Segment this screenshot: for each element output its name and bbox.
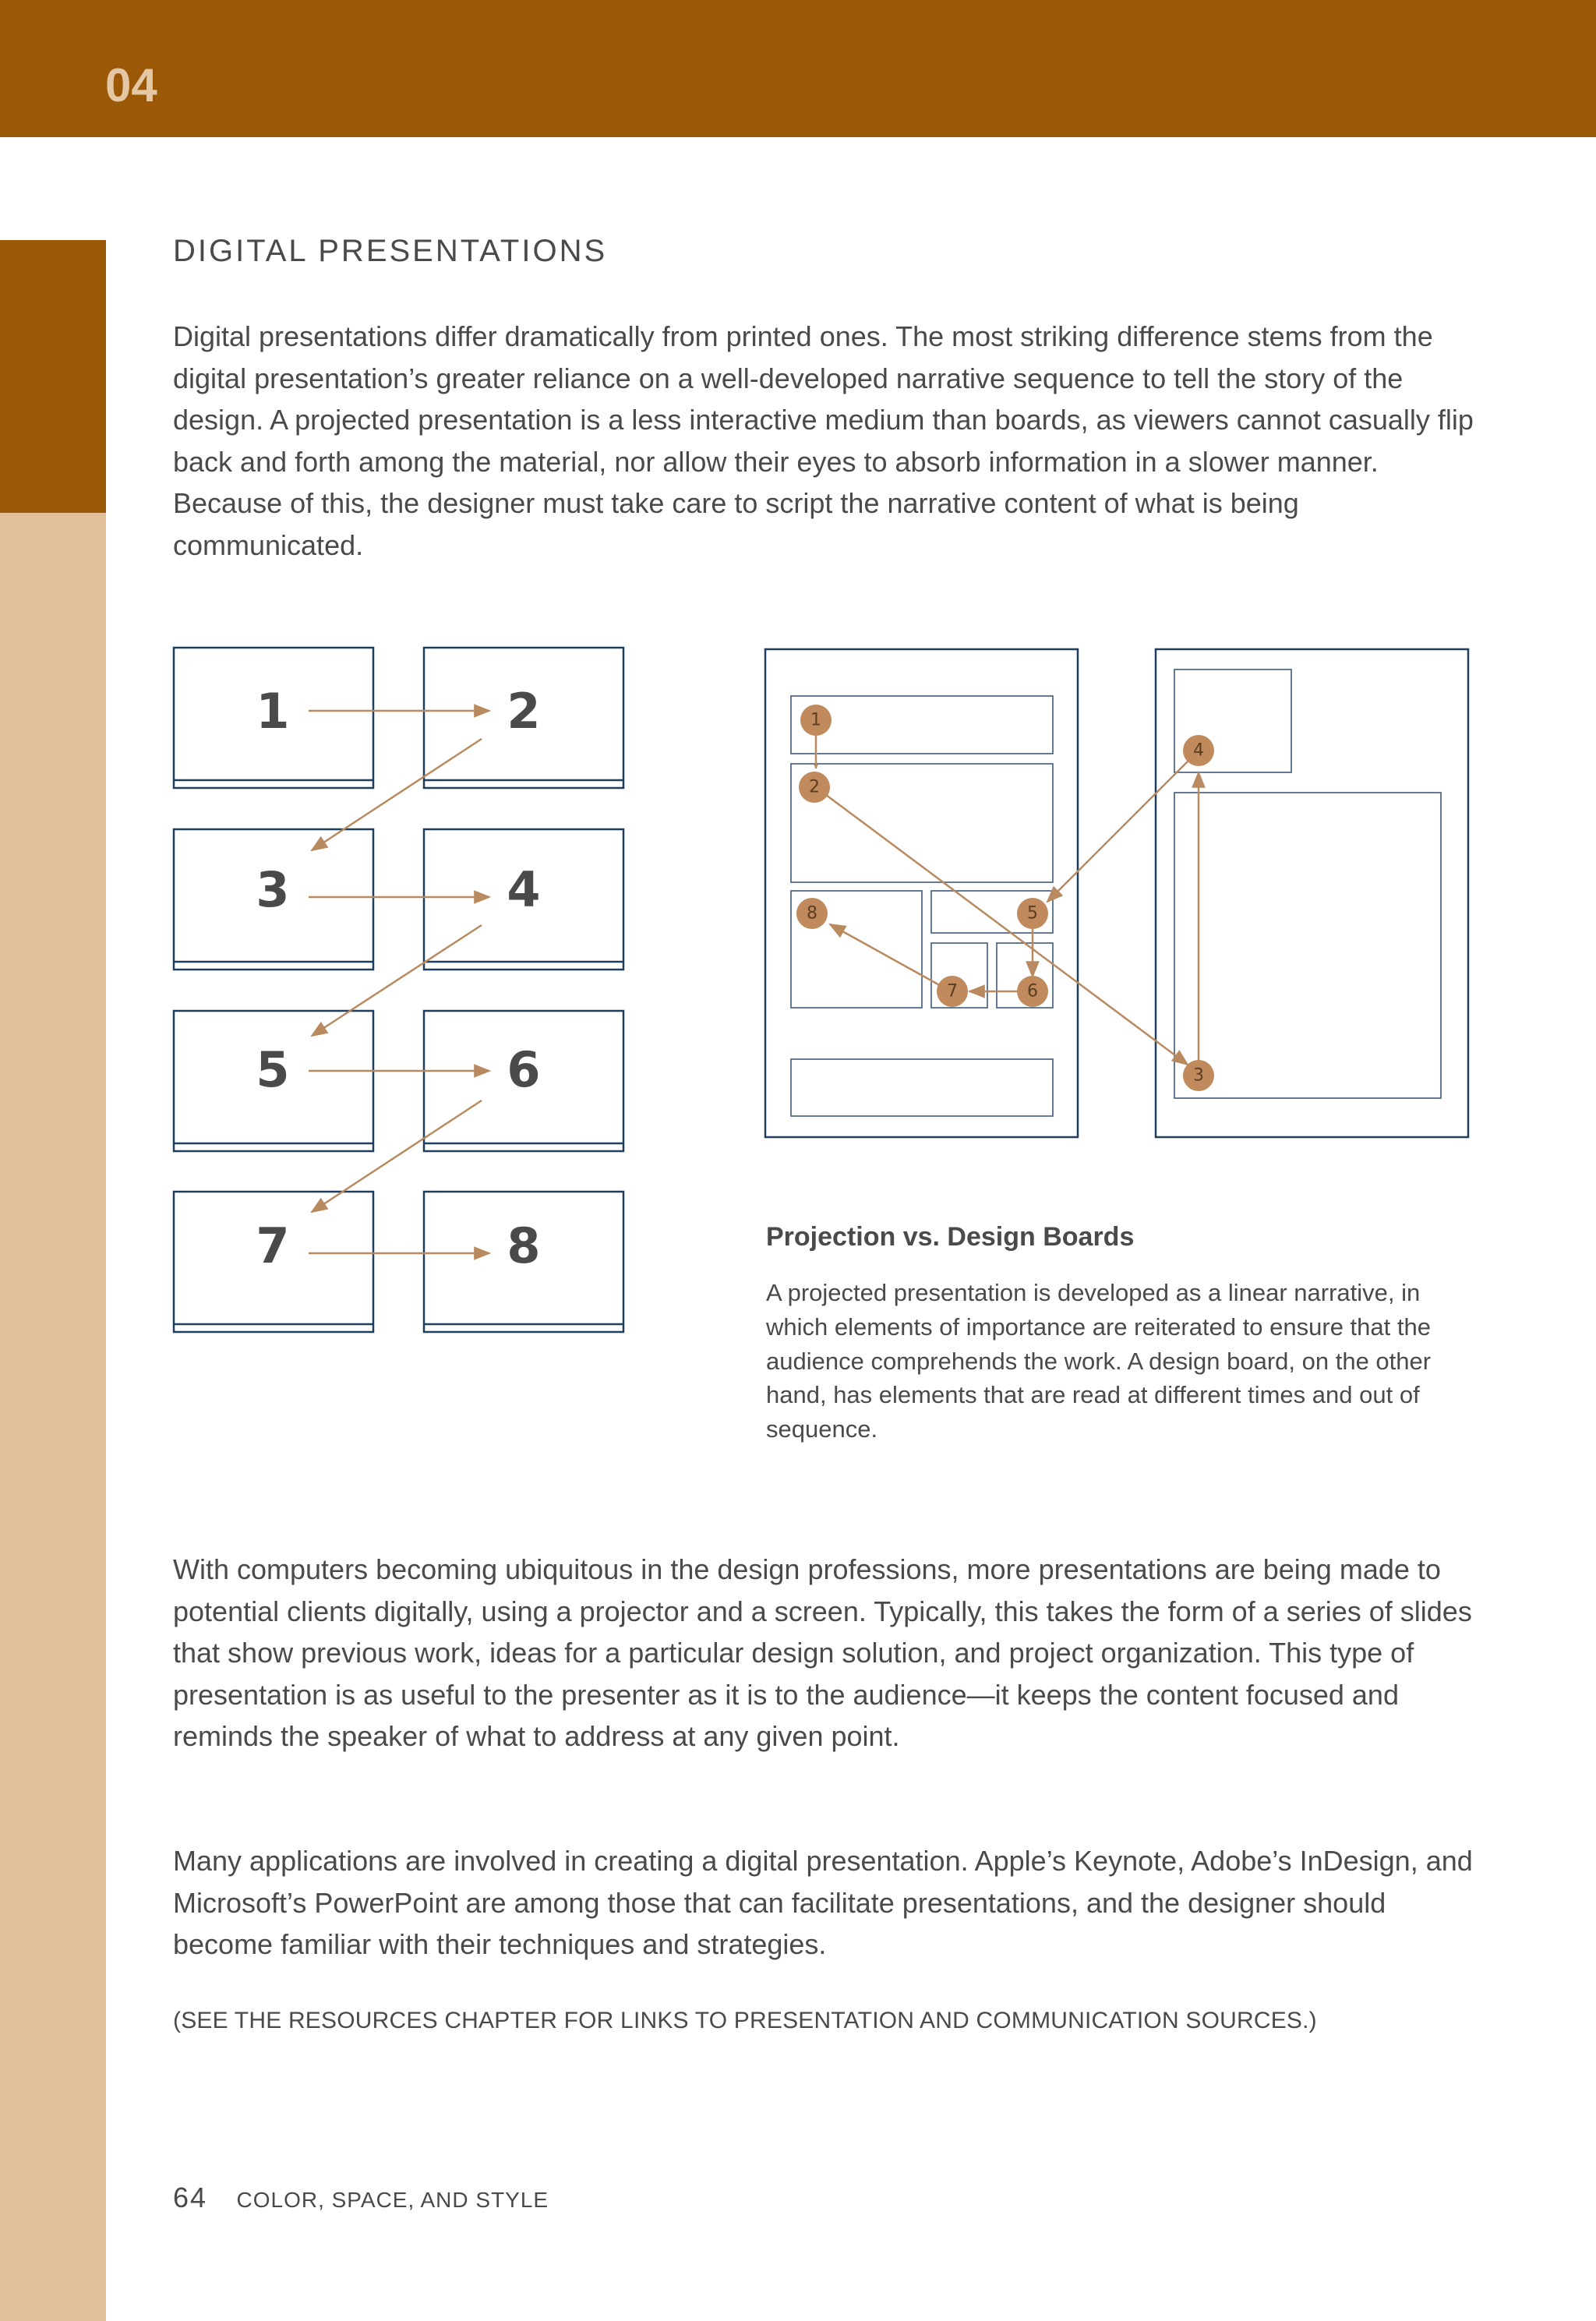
section-title: DIGITAL PRESENTATIONS (173, 234, 608, 268)
marker-label-2: 2 (809, 777, 820, 797)
slide-label-6: 6 (507, 1041, 541, 1098)
reading-path-arrows (816, 719, 1199, 1074)
slide-label-8: 8 (507, 1217, 541, 1274)
marker-label-3: 3 (1193, 1065, 1204, 1086)
marker-label-1: 1 (810, 710, 821, 730)
marker-label-6: 6 (1027, 981, 1038, 1002)
slide-arrows (309, 711, 489, 1253)
slide-label-1: 1 (256, 683, 290, 740)
resources-note: (SEE THE RESOURCES CHAPTER FOR LINKS TO PRESENTATION AND COMMUNICATION SOURCES.) (173, 2008, 1317, 2033)
board-panels (791, 669, 1441, 1116)
intro-paragraph: Digital presentations differ dramatically from printed ones. The most striking difference stems from the digital presentation’s greater reliance on a well-developed narrative sequence to tell the story of the design. A projected presentation is a less interactive medium than boards, as viewers cannot casually flip back and forth among the material, nor allow their eyes to absorb information in a slower manner. Because of this, the designer must take care to script the narrative content of what is being communicated. (173, 320, 1474, 561)
marker-label-8: 8 (807, 903, 817, 924)
slides-diagram (174, 648, 623, 1332)
running-title: COLOR, SPACE, AND STYLE (236, 2188, 549, 2212)
marker-label-4: 4 (1193, 740, 1204, 761)
boards-diagram (765, 649, 1468, 1137)
reading-path-markers (796, 705, 1214, 1091)
board-frames (765, 649, 1468, 1137)
marker-label-7: 7 (947, 981, 958, 1002)
marker-label-5: 5 (1027, 903, 1038, 924)
body-paragraph-1: With computers becoming ubiquitous in the design professions, more presentations are being made to potential clients digitally, using a projector and a screen. Typically, this takes the form of a series of slides that show previous work, ideas for a particular design solution, and project organization. This type of presentation is as useful to the presenter as it is to the audience—it keeps the content focused and reminds the speaker of what to address at any given point. (173, 1553, 1472, 1752)
chapter-number: 04 (105, 59, 157, 111)
page-number: 64 (173, 2181, 208, 2213)
caption-text: A projected presentation is developed as a linear narrative, in which elements of importance are reiterated to ensure that the audience comprehends the work. A design board, on the other hand, has elements that are read at different times and out of sequence. (766, 1279, 1432, 1443)
slide-label-2: 2 (507, 683, 541, 740)
slide-label-7: 7 (256, 1217, 290, 1274)
slide-label-3: 3 (256, 861, 290, 918)
slide-label-5: 5 (256, 1041, 290, 1098)
body-paragraph-2: Many applications are involved in creating a digital presentation. Apple’s Keynote, Adobe’s InDesign, and Microsoft’s PowerPoint are among those that can facilitate presentations, and the designer should become familiar with their techniques and strategies. (173, 1845, 1473, 1960)
footer (173, 2181, 549, 2214)
slide-frame (174, 648, 623, 1332)
caption-title: Projection vs. Design Boards (766, 1222, 1135, 1252)
slide-label-4: 4 (507, 861, 541, 918)
